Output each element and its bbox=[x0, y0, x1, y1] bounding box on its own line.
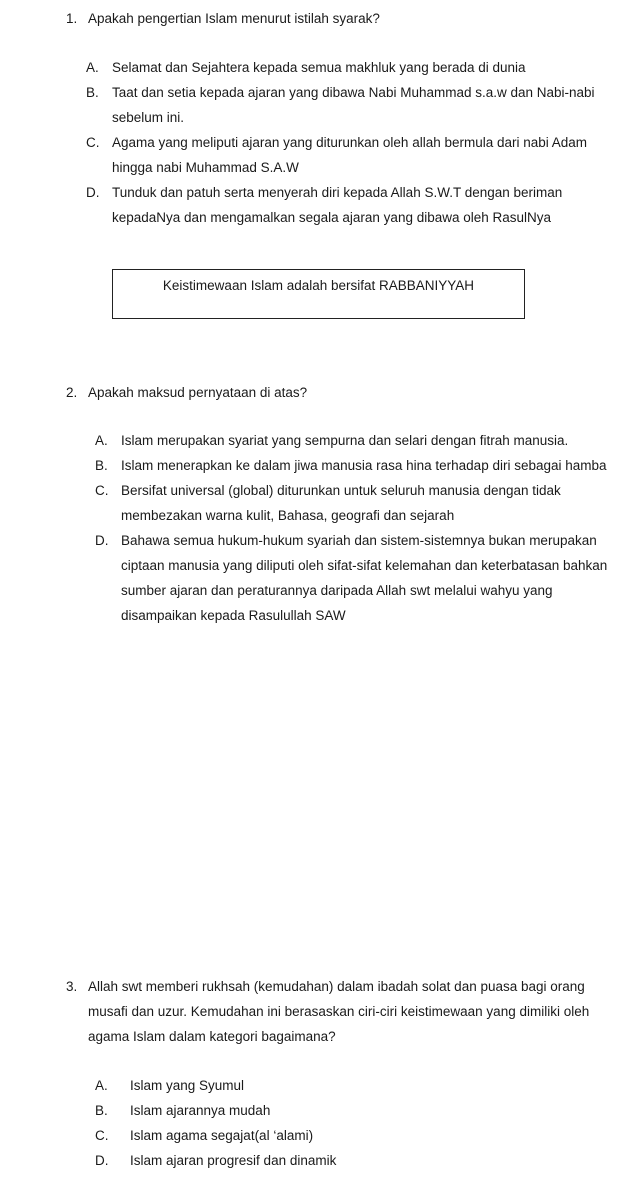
option-d[interactable] bbox=[95, 528, 610, 628]
option-letter: C. bbox=[95, 1128, 109, 1143]
option-c[interactable] bbox=[95, 1123, 495, 1148]
option-letter: C. bbox=[86, 135, 100, 150]
option-letter: A. bbox=[86, 60, 99, 75]
question-2 bbox=[66, 380, 606, 405]
option-c[interactable] bbox=[95, 478, 610, 528]
option-text: Islam ajarannya mudah bbox=[130, 1103, 271, 1118]
option-a[interactable] bbox=[86, 55, 614, 80]
question-number: 2. bbox=[66, 385, 78, 400]
option-letter: B. bbox=[95, 1103, 108, 1118]
option-b[interactable] bbox=[95, 1098, 495, 1123]
option-text: Islam ajaran progresif dan dinamik bbox=[130, 1153, 337, 1168]
option-d[interactable] bbox=[86, 180, 614, 230]
statement-box bbox=[112, 269, 525, 319]
option-letter: A. bbox=[95, 1078, 108, 1093]
option-text: Bersifat universal (global) diturunkan untuk seluruh manusia dengan tidak membezakan warna kulit, Bahasa, geografi dan sejarah bbox=[121, 483, 561, 523]
option-b[interactable] bbox=[86, 80, 614, 130]
option-letter: D. bbox=[95, 1153, 109, 1168]
option-c[interactable] bbox=[86, 130, 614, 180]
option-letter: C. bbox=[95, 483, 109, 498]
option-letter: B. bbox=[95, 458, 108, 473]
option-text: Islam agama segajat(al ‘alami) bbox=[130, 1128, 314, 1143]
option-text: Islam menerapkan ke dalam jiwa manusia rasa hina terhadap diri sebagai hamba bbox=[121, 458, 607, 473]
option-b[interactable] bbox=[95, 453, 610, 478]
question-text: Apakah pengertian Islam menurut istilah syarak? bbox=[88, 11, 380, 26]
option-letter: D. bbox=[95, 533, 109, 548]
option-a[interactable] bbox=[95, 1073, 495, 1098]
option-letter: D. bbox=[86, 185, 100, 200]
option-letter: A. bbox=[95, 433, 108, 448]
option-text: Bahawa semua hukum-hukum syariah dan sistem-sistemnya bukan merupakan ciptaan manusia yang diliputi oleh sifat-sifat kelemahan dan keterbatasan bahkan sumber ajaran dan peraturannya daripada Allah swt melalui wahyu yang disampaikan kepada Rasulullah SAW bbox=[121, 533, 608, 623]
option-text: Tunduk dan patuh serta menyerah diri kepada Allah S.W.T dengan beriman kepadaNya dan mengamalkan segala ajaran yang dibawa oleh RasulNya bbox=[112, 185, 563, 225]
option-text: Agama yang meliputi ajaran yang diturunkan oleh allah bermula dari nabi Adam hingga nabi Muhammad S.A.W bbox=[112, 135, 588, 175]
question-1-options bbox=[86, 55, 614, 230]
question-3 bbox=[66, 974, 606, 1049]
question-3-options bbox=[95, 1073, 495, 1173]
option-a[interactable] bbox=[95, 428, 610, 453]
question-2-options bbox=[95, 428, 610, 628]
question-text: Allah swt memberi rukhsah (kemudahan) dalam ibadah solat dan puasa bagi orang musafi dan uzur. Kemudahan ini berasaskan ciri-ciri keistimewaan yang dimiliki oleh agama Islam dalam kategori bagaimana? bbox=[88, 979, 590, 1044]
question-1 bbox=[66, 6, 606, 31]
option-text: Islam yang Syumul bbox=[130, 1078, 245, 1093]
option-d[interactable] bbox=[95, 1148, 495, 1173]
option-letter: B. bbox=[86, 85, 99, 100]
question-number: 3. bbox=[66, 979, 78, 994]
option-text: Selamat dan Sejahtera kepada semua makhluk yang berada di dunia bbox=[112, 60, 526, 75]
option-text: Taat dan setia kepada ajaran yang dibawa Nabi Muhammad s.a.w dan Nabi-nabi sebelum ini. bbox=[112, 85, 595, 125]
option-text: Islam merupakan syariat yang sempurna dan selari dengan fitrah manusia. bbox=[121, 433, 569, 448]
statement-text: Keistimewaan Islam adalah bersifat RABBANIYYAH bbox=[162, 278, 475, 293]
question-number: 1. bbox=[66, 11, 78, 26]
question-text: Apakah maksud pernyataan di atas? bbox=[88, 385, 308, 400]
